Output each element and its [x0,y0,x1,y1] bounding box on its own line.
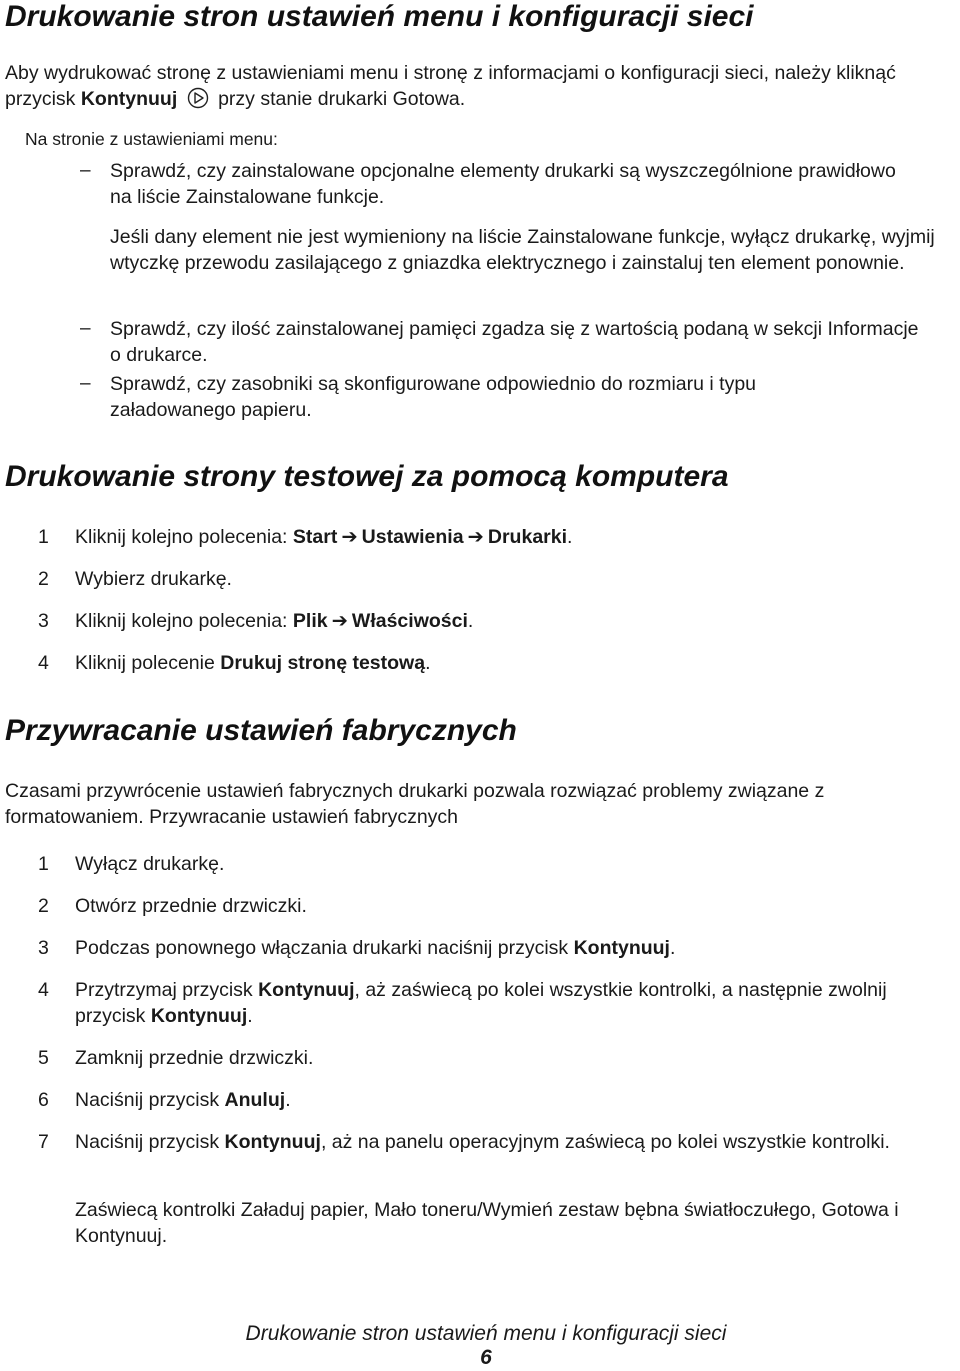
step-number: 4 [38,979,49,1001]
intro-bold-continue: Kontynuuj [80,88,178,110]
bullet-dash: – [80,373,91,394]
step-text: Otwórz przednie drzwiczki. [75,895,307,917]
section-heading-test-page: Drukowanie strony testowej za pomocą komputera [5,460,729,493]
arrow-right-icon: ➔ [341,526,358,548]
footer-title: Drukowanie stron ustawień menu i konfiguracji sieci [245,1322,727,1345]
step-number: 6 [38,1089,49,1111]
menu-file: Plik [292,610,328,632]
intro-text-b: przy stanie drukarki Gotowa. [212,88,466,110]
step-text: Kliknij kolejno polecenia: Start ➔ Ustawienia ➔ Drukarki. [75,526,573,548]
step-number: 3 [38,937,49,959]
play-button-icon [187,87,209,116]
bullet-item-memory: Sprawdź, czy ilość zainstalowanej pamięci zgadza się z wartością podaną w sekcji Informacje o drukarce. [110,318,919,366]
menu-printers: Drukarki [487,526,568,548]
step-text: Podczas ponownego włączania drukarki naciśnij przycisk Kontynuuj. [75,937,676,959]
step-text: Kliknij kolejno polecenia: Plik ➔ Właściwości. [75,610,474,632]
step-number: 2 [38,895,49,917]
step-text: Naciśnij przycisk Anuluj. [75,1089,291,1111]
bullet-item-trays: Sprawdź, czy zasobniki są skonfigurowane odpowiednio do rozmiaru i typu załadowanego papieru. [110,373,757,421]
step-text: Naciśnij przycisk Kontynuuj, aż na panelu operacyjnym zaświecą po kolei wszystkie kontrolki. [75,1131,890,1153]
intro-text-a: Aby wydrukować stronę z ustawieniami menu i stronę z informacjami o konfiguracji sieci, należy kliknąć przycisk [5,62,896,110]
arrow-right-icon: ➔ [467,526,484,548]
step-text: Wybierz drukarkę. [75,568,232,590]
step-number: 7 [38,1131,49,1153]
step-number: 3 [38,610,49,632]
menu-settings: Ustawienia [361,526,464,548]
step-text: Przytrzymaj przycisk Kontynuuj, aż zaświecą po kolei wszystkie kontrolki, a następnie zwolnij przycisk Kontynuuj. [75,979,887,1027]
step-number: 5 [38,1047,49,1069]
step-text: Zamknij przednie drzwiczki. [75,1047,314,1069]
section-heading-menu-settings: Drukowanie stron ustawień menu i konfiguracji sieci [5,0,754,33]
arrow-right-icon: ➔ [331,610,348,632]
bullet-item-features: Sprawdź, czy zainstalowane opcjonalne elementy drukarki są wyszczególnione prawidłowo na liście Zainstalowane funkcje. [110,160,896,208]
command-print-test-page: Drukuj stronę testową [220,652,426,674]
step-text: Wyłącz drukarkę. [75,853,225,875]
bullet-subnote: Jeśli dany element nie jest wymieniony na liście Zainstalowane funkcje, wyłącz drukarkę, wyjmij wtyczkę przewodu zasilającego z gniazdka elektrycznego i zainstaluj ten element ponownie. [110,226,935,274]
step-number: 4 [38,652,49,674]
bullet-dash: – [80,318,91,339]
menu-start: Start [292,526,338,548]
bullet-dash: – [80,160,91,181]
menu-page-label: Na stronie z ustawieniami menu: [25,129,278,149]
menu-properties: Właściwości [351,610,468,632]
intro-paragraph [5,60,955,116]
step-text: Kliknij polecenie Drukuj stronę testową. [75,652,431,674]
step-number: 1 [38,853,49,875]
factory-intro: Czasami przywrócenie ustawień fabrycznych drukarki pozwala rozwiązać problemy związane z formatowaniem. Przywracanie ustawień fabrycznych [5,780,825,828]
section-heading-factory-defaults: Przywracanie ustawień fabrycznych [5,714,517,747]
page-number: 6 [480,1346,492,1369]
step-number: 2 [38,568,49,590]
indicator-note: Zaświecą kontrolki Załaduj papier, Mało toneru/Wymień zestaw bębna światłoczułego, Gotowa i Kontynuuj. [75,1199,899,1247]
step-number: 1 [38,526,49,548]
